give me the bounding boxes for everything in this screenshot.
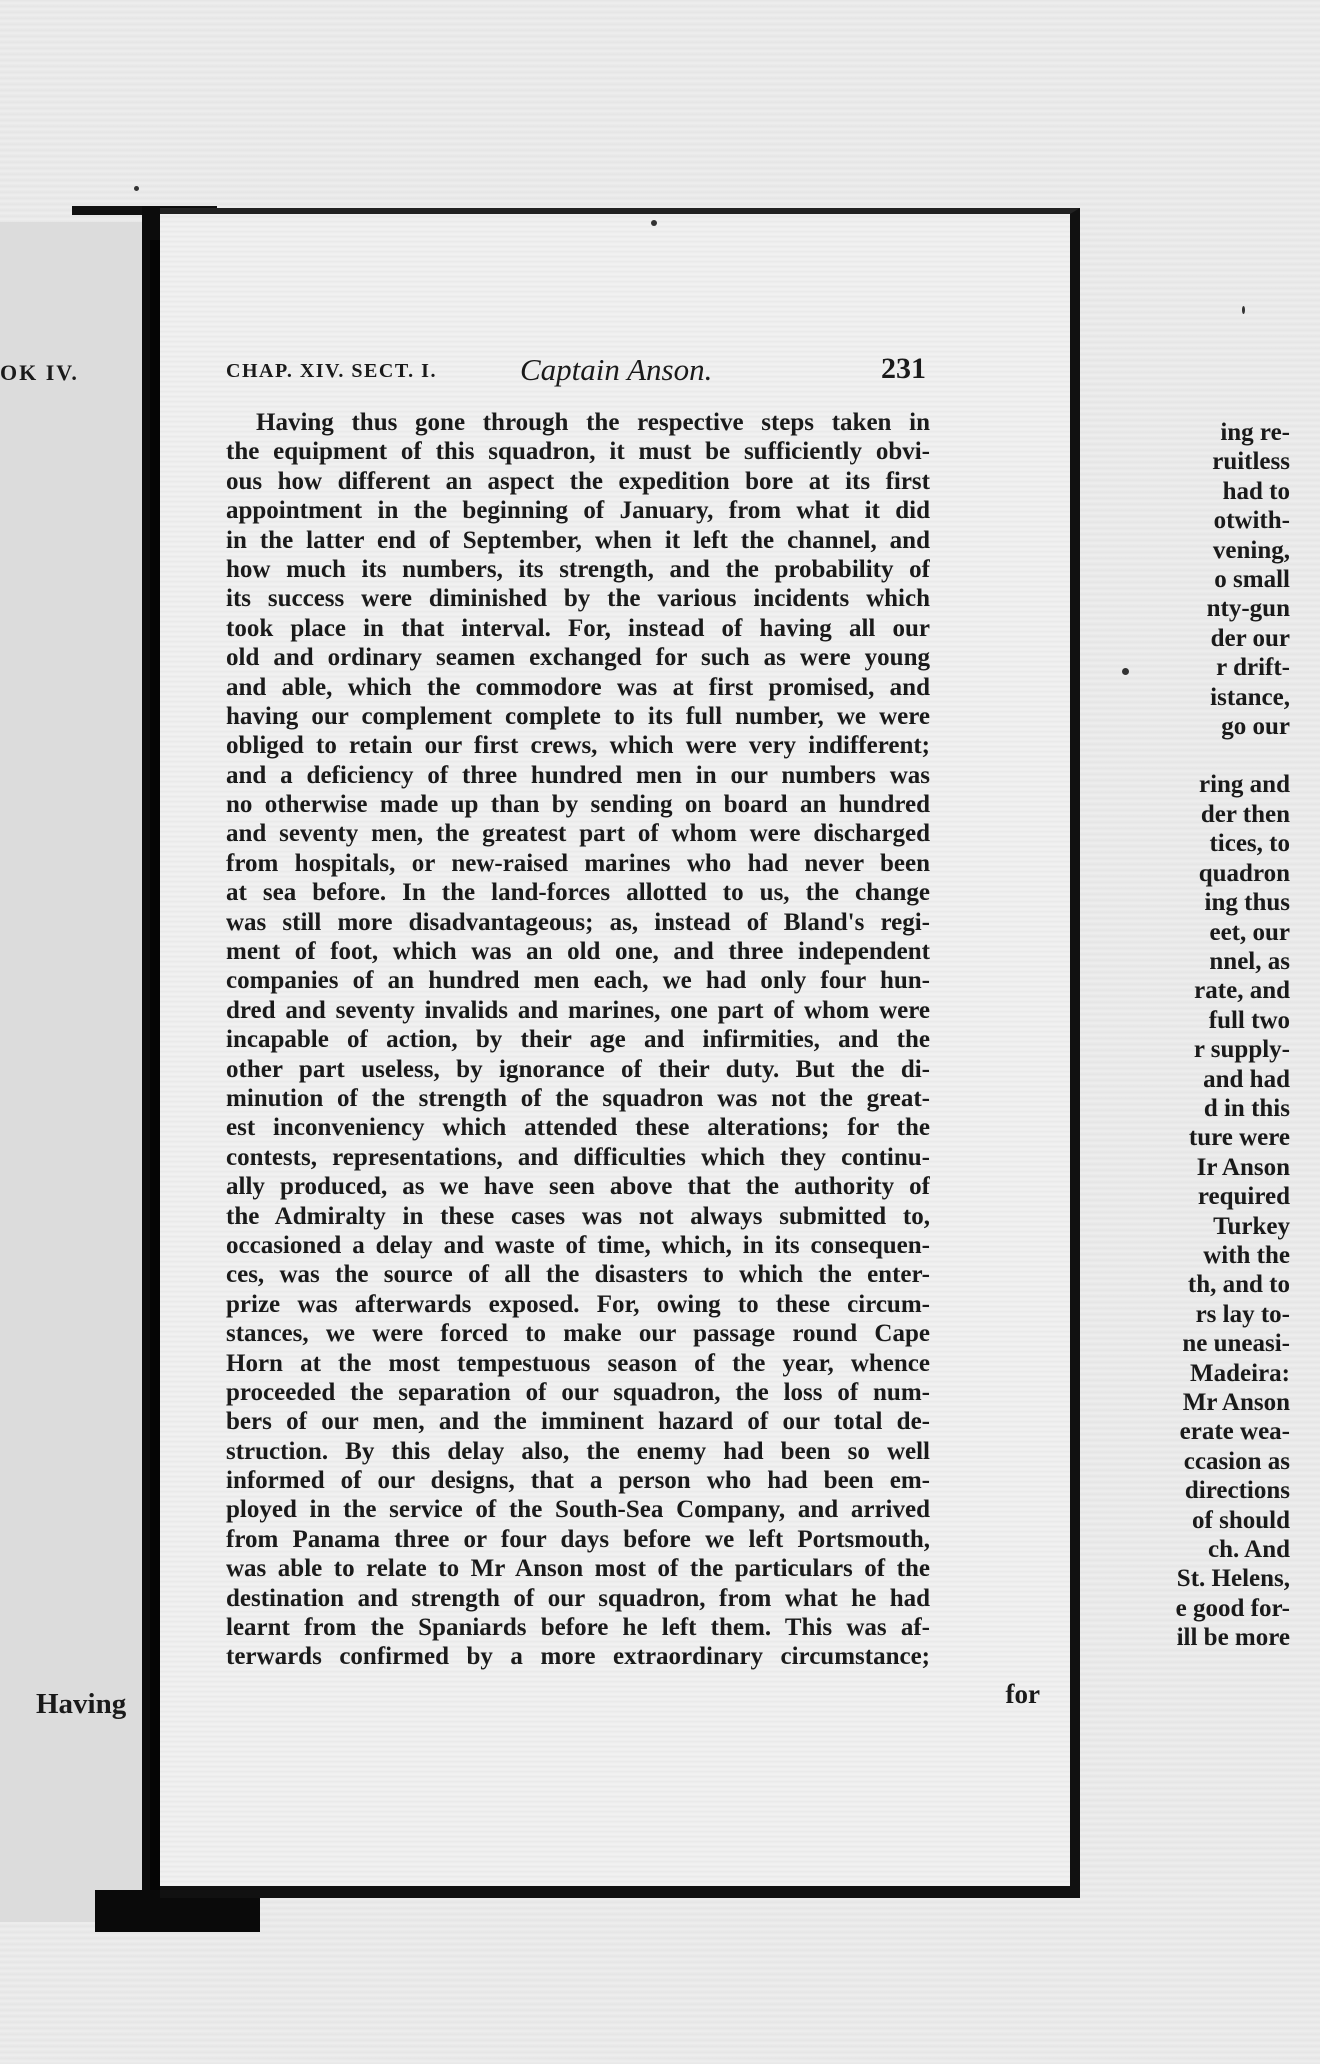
previous-page-line: go our <box>1221 713 1290 741</box>
text-line: old and ordinary seamen exchanged for such as were young <box>226 644 930 672</box>
text-line: contests, representations, and difficulties which they continu- <box>226 1143 930 1171</box>
previous-page-line: Madeira: <box>1190 1359 1290 1387</box>
previous-page-line: r drift- <box>1216 654 1290 682</box>
text-line: and a deficiency of three hundred men in our numbers was <box>226 761 930 789</box>
previous-page-line: ring and <box>1198 771 1290 799</box>
previous-page-line: rs lay to- <box>1195 1300 1290 1328</box>
running-head <box>226 352 926 392</box>
previous-page-line: Turkey <box>1213 1212 1290 1240</box>
text-line: from Panama three or four days before we left Portsmouth, <box>226 1525 930 1553</box>
text-line: ally produced, as we have seen above that the authority of <box>226 1173 930 1201</box>
previous-page-line: d in this <box>1203 1094 1290 1122</box>
text-line: est inconveniency which attended these alterations; for the <box>226 1114 930 1142</box>
text-line: Having thus gone through the respective steps taken in <box>256 409 930 436</box>
previous-page-line: o small <box>1214 566 1290 594</box>
previous-page-line: of should <box>1192 1506 1290 1534</box>
scan-speck <box>1242 306 1245 314</box>
book-page <box>160 208 1080 1898</box>
previous-page-line: with the <box>1203 1241 1290 1269</box>
text-line: from hospitals, or new-raised marines who had never been <box>226 849 930 877</box>
previous-page-line: ing thus <box>1204 889 1290 917</box>
text-line: learnt from the Spaniards before he left them. This was af- <box>226 1614 930 1642</box>
previous-page-line: and had <box>1203 1065 1290 1093</box>
text-line: ous how different an aspect the expedition bore at its first <box>226 467 930 495</box>
text-line: ment of foot, which was an old one, and three independent <box>226 938 930 966</box>
text-line: ces, was the source of all the disasters to which the enter- <box>226 1261 930 1289</box>
text-line: incapable of action, by their age and infirmities, and the <box>226 1026 930 1054</box>
catchword: for <box>1005 1679 1040 1709</box>
text-line: stances, we were forced to make our passage round Cape <box>226 1320 930 1348</box>
text-line: at sea before. In the land-forces allotted to us, the change <box>226 879 930 907</box>
text-line: appointment in the beginning of January, from what it did <box>226 497 930 525</box>
previous-page-line: ture were <box>1188 1124 1290 1152</box>
previous-page-line: ill be more <box>1176 1624 1290 1652</box>
text-line: dred and seventy invalids and marines, one part of whom were <box>226 996 930 1024</box>
body-paragraph <box>226 408 930 1672</box>
text-line: the Admiralty in these cases was not always submitted to, <box>226 1202 930 1230</box>
previous-page-line: Ir Anson <box>1196 1153 1290 1181</box>
chapter-section-label: CHAP. XIV. SECT. I. <box>226 360 437 382</box>
previous-page-line: e good for- <box>1175 1594 1290 1622</box>
text-line: the equipment of this squadron, it must be sufficiently obvi- <box>226 438 930 466</box>
previous-page-header: OK IV. <box>0 360 79 385</box>
scan-speck <box>651 220 657 226</box>
text-line: ployed in the service of the South-Sea Company, and arrived <box>226 1496 930 1524</box>
previous-page-line: der then <box>1200 800 1290 828</box>
text-line: prize was afterwards exposed. For, owing to these circum- <box>226 1290 930 1318</box>
previous-page-line: vening, <box>1212 536 1290 564</box>
previous-page-line: Mr Anson <box>1182 1389 1290 1416</box>
text-line: its success were diminished by the various incidents which <box>226 585 930 613</box>
previous-page-line: nnel, as <box>1209 947 1290 975</box>
text-line: was still more disadvantageous; as, instead of Bland's regi- <box>226 908 930 936</box>
previous-page-line: full two <box>1208 1006 1290 1034</box>
previous-page-line: had to <box>1222 477 1290 505</box>
previous-page-line: der our <box>1210 624 1290 652</box>
text-line: other part useless, by ignorance of their duty. But the di- <box>226 1055 930 1083</box>
previous-page-line: quadron <box>1198 859 1290 887</box>
previous-page-line: istance, <box>1210 683 1290 711</box>
text-line: how much its numbers, its strength, and the probability of <box>226 555 930 583</box>
previous-page-line: ch. And <box>1208 1536 1290 1564</box>
previous-page-line: otwith- <box>1213 507 1290 535</box>
page-number: 231 <box>881 352 926 385</box>
text-line: proceeded the separation of our squadron, the loss of num- <box>226 1378 930 1406</box>
previous-page-line: nty-gun <box>1206 595 1290 623</box>
previous-page-line: tices, to <box>1209 830 1290 858</box>
previous-page <box>0 222 150 1922</box>
previous-page-line: St. Helens, <box>1176 1565 1290 1593</box>
text-line: occasioned a delay and waste of time, which, in its consequen- <box>226 1231 930 1259</box>
text-line: was able to relate to Mr Anson most of the particulars of the <box>226 1555 930 1583</box>
previous-page-line <box>1170 741 1290 770</box>
previous-page-line: ne uneasi- <box>1182 1330 1290 1358</box>
text-line: took place in that interval. For, instead of having all our <box>226 614 930 642</box>
text-line: and able, which the commodore was at first promised, and <box>226 673 930 701</box>
text-line: terwards confirmed by a more extraordinary circumstance; <box>226 1643 930 1671</box>
text-line: Horn at the most tempestuous season of the year, whence <box>226 1349 930 1377</box>
previous-page-line: th, and to <box>1187 1271 1290 1299</box>
text-line: destination and strength of our squadron, from what he had <box>226 1584 930 1612</box>
previous-page-text <box>1170 418 1320 1653</box>
previous-page-line: eet, our <box>1209 918 1290 946</box>
text-line: in the latter end of September, when it left the channel, and <box>226 526 930 554</box>
previous-page-line: directions <box>1184 1477 1290 1505</box>
text-line: obliged to retain our first crews, which were very indifferent; <box>226 732 930 760</box>
previous-page-line: ruitless <box>1212 448 1290 476</box>
running-title: Captain Anson. <box>520 352 713 387</box>
scan-speck <box>134 186 139 191</box>
previous-page-line: rate, and <box>1194 977 1290 1005</box>
previous-page-line: ccasion as <box>1183 1447 1290 1475</box>
previous-page-line: r supply- <box>1193 1036 1290 1064</box>
previous-page-catchword: Having <box>36 1688 127 1720</box>
text-line: having our complement complete to its full number, we were <box>226 702 930 730</box>
text-line: struction. By this delay also, the enemy had been so well <box>226 1437 930 1465</box>
text-line: and seventy men, the greatest part of whom were discharged <box>226 820 930 848</box>
text-line: no otherwise made up than by sending on board an hundred <box>226 791 930 819</box>
text-line: informed of our designs, that a person who had been em- <box>226 1467 930 1495</box>
text-line: bers of our men, and the imminent hazard of our total de- <box>226 1408 930 1436</box>
previous-page-line: erate wea- <box>1179 1418 1290 1446</box>
previous-page-line: ing re- <box>1220 419 1290 446</box>
text-line: minution of the strength of the squadron was not the great- <box>226 1084 930 1112</box>
text-line: companies of an hundred men each, we had only four hun- <box>226 967 930 995</box>
previous-page-line: required <box>1197 1183 1290 1211</box>
scan-speck <box>1122 668 1129 675</box>
